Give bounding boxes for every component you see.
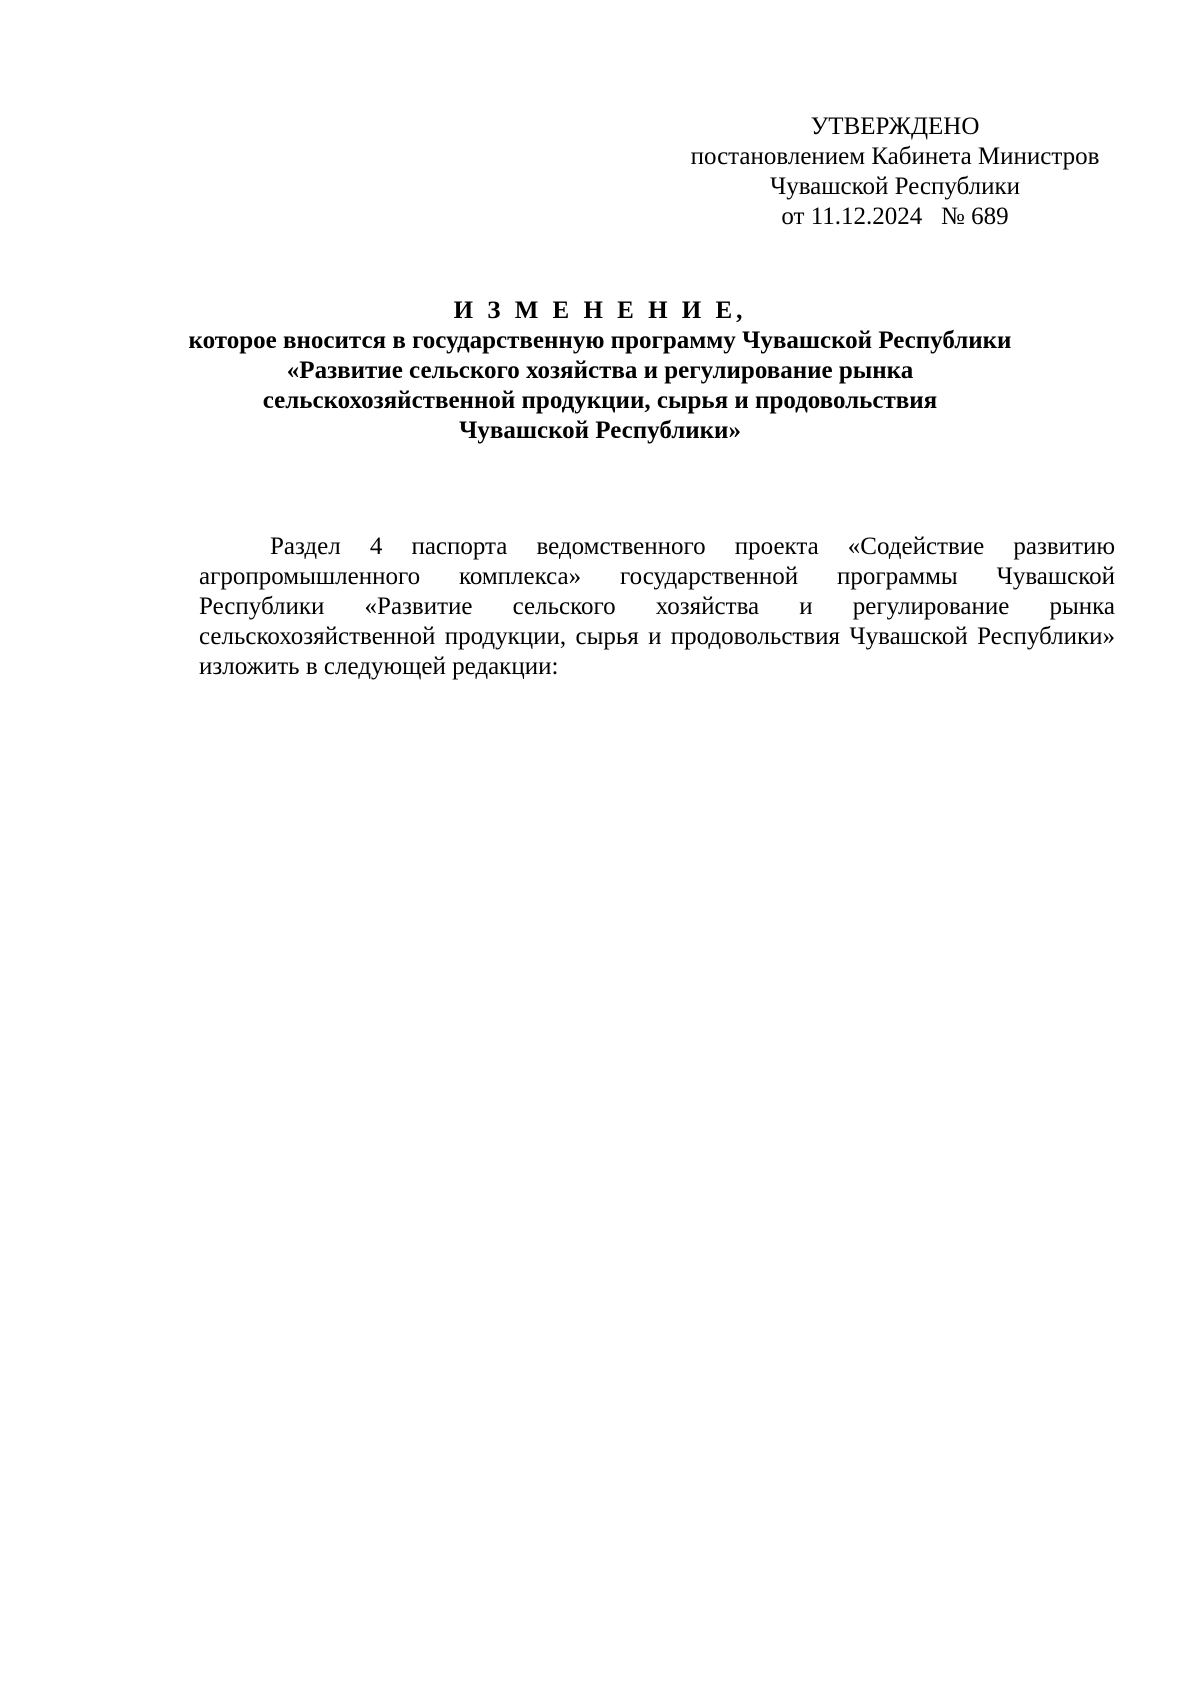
- heading-line-2: «Развитие сельского хозяйства и регулирование рынка: [286, 357, 914, 384]
- heading-title: И З М Е Н Е Н И Е,: [453, 297, 747, 324]
- approval-republic: Чувашской Республики: [769, 173, 1021, 200]
- approval-date-number: от 11.12.2024 № 689: [781, 203, 1009, 230]
- heading-line-1: которое вносится в государственную программу Чувашской Республики: [188, 327, 1012, 354]
- approval-stamp: [660, 112, 1130, 232]
- heading-line-4: Чувашской Республики»: [459, 417, 741, 444]
- approval-title: УТВЕРЖДЕНО: [810, 113, 980, 140]
- approval-authority: постановлением Кабинета Министров: [690, 143, 1100, 170]
- document-heading: [150, 296, 1050, 446]
- body-paragraph: Раздел 4 паспорта ведомственного проекта «Содействие развитию агропромышленного комплекса» государственной программы Чувашской Республики «Развитие сельского хозяйства и регулирование рынка сельскохозяйственной продукции, сырья и продовольствия Чувашской Республики» изложить в следующей редакции:: [199, 533, 1115, 680]
- heading-line-3: сельскохозяйственной продукции, сырья и продовольствия: [262, 387, 938, 414]
